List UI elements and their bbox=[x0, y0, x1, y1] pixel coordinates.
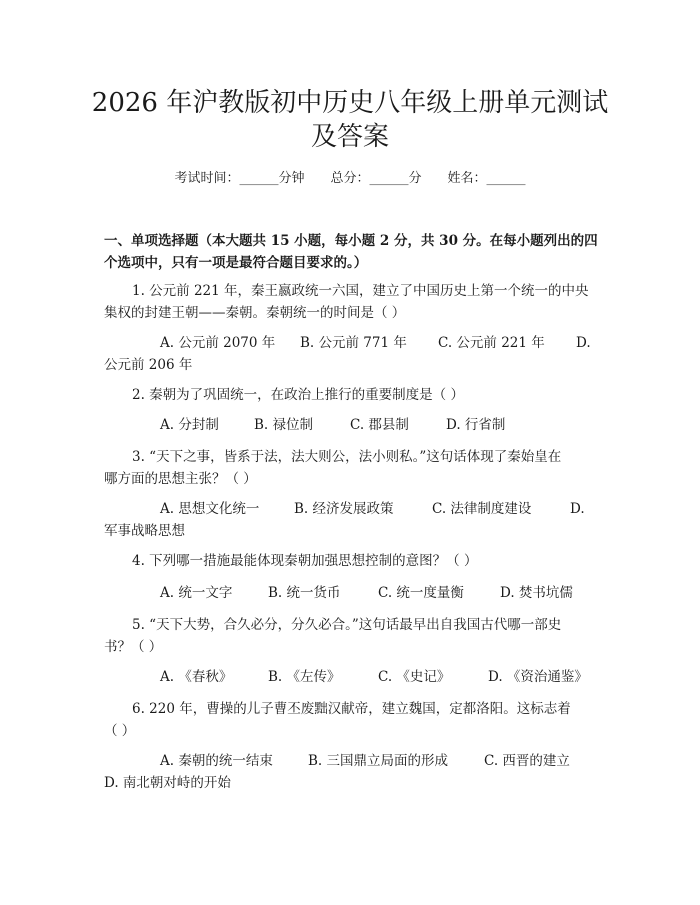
option-d: D. bbox=[576, 335, 591, 351]
option-c: C. 郡县制 bbox=[350, 417, 409, 433]
question-text-line2: 集权的封建王朝——秦朝。秦朝统一的时间是（ ） bbox=[104, 305, 406, 321]
option-a: A. 统一文字 bbox=[160, 585, 233, 601]
option-c: C. 法律制度建设 bbox=[432, 501, 532, 517]
option-b: B. 禄位制 bbox=[254, 417, 314, 433]
option-d-wrap: 军事战略思想 bbox=[104, 523, 185, 539]
question-6 bbox=[104, 698, 604, 742]
exam-title-line1: 2026 年沪教版初中历史八年级上册单元测试 bbox=[91, 88, 609, 118]
question-text-line1: 4. 下列哪一措施最能体现秦朝加强思想控制的意图？（ ） bbox=[132, 553, 478, 569]
option-a: A. 思想文化统一 bbox=[160, 501, 260, 517]
option-b: B. 《左传》 bbox=[268, 669, 341, 685]
question-text-line1: 1. 公元前 221 年，秦王嬴政统一六国，建立了中国历史上第一个统一的中央 bbox=[132, 283, 589, 299]
section-heading-line1: 一、单项选择题（本大题共 15 小题，每小题 2 分，共 30 分。在每小题列出的四 bbox=[104, 233, 598, 249]
section-heading-line2: 个选项中，只有一项是最符合题目要求的。） bbox=[104, 255, 368, 271]
option-b: B. 经济发展政策 bbox=[294, 501, 394, 517]
option-b: B. 三国鼎立局面的形成 bbox=[308, 753, 449, 769]
option-d-wrap: D. 南北朝对峙的开始 bbox=[104, 775, 231, 791]
question-text-line1: 6. 220 年，曹操的儿子曹丕废黜汉献帝，建立魏国，定都洛阳。这标志着 bbox=[132, 701, 571, 717]
exam-meta bbox=[0, 170, 700, 188]
question-text-line2: （ ） bbox=[104, 723, 136, 739]
exam-student-name: 姓名：______ bbox=[447, 171, 526, 186]
question-text-line1: 2. 秦朝为了巩固统一，在政治上推行的重要制度是（ ） bbox=[132, 387, 464, 403]
question-text-line1: 5. “天下大势，合久必分，分久必合。”这句话最早出自我国古代哪一部史 bbox=[132, 617, 562, 633]
question-4 bbox=[104, 550, 604, 572]
option-d: D. bbox=[570, 501, 585, 517]
exam-time: 考试时间：______分钟 bbox=[174, 171, 305, 186]
option-d: D. 行省制 bbox=[446, 417, 506, 433]
option-a: A. 秦朝的统一结束 bbox=[160, 753, 273, 769]
option-a: A. 分封制 bbox=[160, 417, 219, 433]
exam-title-line2: 及答案 bbox=[310, 122, 389, 152]
option-d: D. 《资治通鉴》 bbox=[488, 669, 588, 685]
question-2 bbox=[104, 384, 604, 406]
question-1 bbox=[104, 280, 604, 324]
option-c: C. 统一度量衡 bbox=[378, 585, 464, 601]
option-d: D. 焚书坑儒 bbox=[500, 585, 573, 601]
option-c: C. 西晋的建立 bbox=[484, 753, 570, 769]
section-heading bbox=[104, 230, 604, 274]
option-a: A. 《春秋》 bbox=[160, 669, 233, 685]
option-d-wrap: 公元前 206 年 bbox=[104, 357, 193, 373]
option-a: A. 公元前 2070 年 bbox=[160, 335, 276, 351]
option-b: B. 公元前 771 年 bbox=[300, 335, 407, 351]
question-text-line2: 哪方面的思想主张？（ ） bbox=[104, 471, 257, 487]
option-c: C. 公元前 221 年 bbox=[438, 335, 545, 351]
question-3 bbox=[104, 446, 604, 490]
option-c: C. 《史记》 bbox=[378, 669, 451, 685]
question-5 bbox=[104, 614, 604, 658]
option-b: B. 统一货币 bbox=[268, 585, 341, 601]
exam-total-score: 总分：______分 bbox=[330, 171, 422, 186]
question-text-line1: 3. “天下之事，皆系于法，法大则公，法小则私。”这句话体现了秦始皇在 bbox=[132, 449, 562, 465]
question-text-line2: 书？（ ） bbox=[104, 639, 163, 655]
